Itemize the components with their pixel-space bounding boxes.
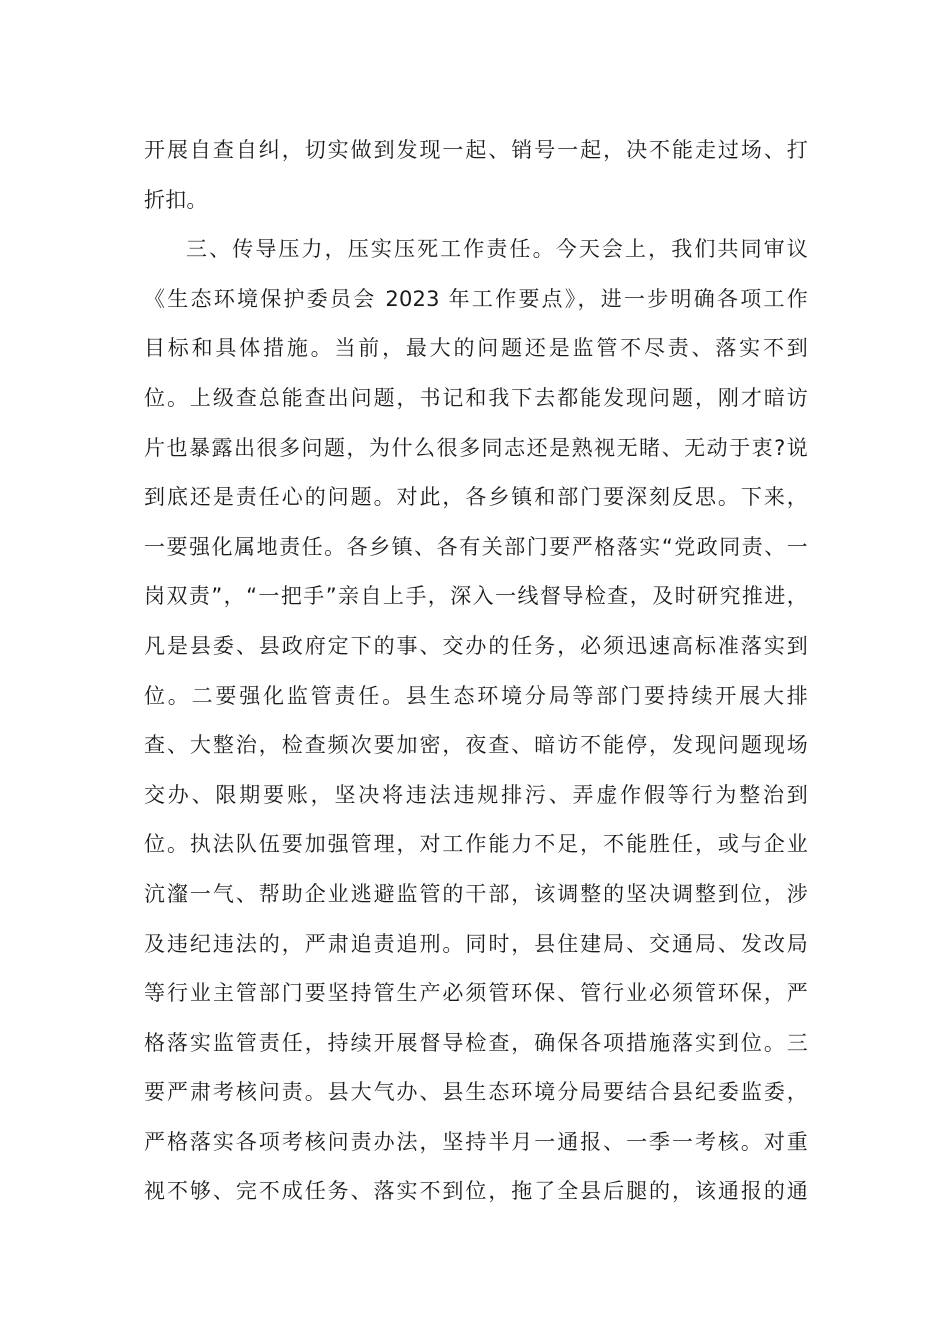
text-line: 格落实监管责任，持续开展督导检查，确保各项措施落实到位。三 [144,1030,808,1055]
text-line: 位。上级查总能查出问题，书记和我下去都能发现问题，刚才暗访 [144,385,808,410]
text-line: 一要强化属地责任。各乡镇、各有关部门要严格落实“党政同责、一 [144,534,808,559]
text-line: 《生态环境保护委员会 2023 年工作要点》，进一步明确各项工作 [144,286,808,311]
text-line: 位。执法队伍要加强管理，对工作能力不足，不能胜任，或与企业 [144,832,808,857]
text-line: 片也暴露出很多问题，为什么很多同志还是熟视无睹、无动于衷?说 [144,435,808,460]
text-line: 开展自查自纠，切实做到发现一起、销号一起，决不能走过场、打 [144,138,808,162]
text-line: 及违纪违法的，严肃追责追刑。同时，县住建局、交通局、发改局 [144,931,808,956]
text-line: 沆瀣一气、帮助企业逃避监管的干部，该调整的坚决调整到位，涉 [144,881,808,906]
paragraph-heading-line: 三、传导压力，压实压死工作责任。今天会上，我们共同审议 [186,237,808,262]
text-line: 凡是县委、县政府定下的事、交办的任务，必须迅速高标准落实到 [144,633,808,658]
text-line: 到底还是责任心的问题。对此，各乡镇和部门要深刻反思。下来， [144,485,808,510]
body-text [144,126,808,1217]
text-line: 查、大整治，检查频次要加密，夜查、暗访不能停，发现问题现场 [144,733,808,758]
text-line: 交办、限期要账，坚决将违法违规排污、弄虚作假等行为整治到 [144,782,808,807]
text-line: 岗双责”，“一把手”亲自上手，深入一线督导检查，及时研究推进， [144,584,808,609]
text-line: 折扣。 [144,187,208,212]
text-line: 要严肃考核问责。县大气办、县生态环境分局要结合县纪委监委， [144,1080,808,1105]
text-line: 位。二要强化监管责任。县生态环境分局等部门要持续开展大排 [144,683,808,708]
text-line: 目标和具体措施。当前，最大的问题还是监管不尽责、落实不到 [144,336,808,361]
text-line: 严格落实各项考核问责办法，坚持半月一通报、一季一考核。对重 [144,1129,808,1154]
text-line: 视不够、完不成任务、落实不到位，拖了全县后腿的，该通报的通 [144,1179,808,1204]
text-line: 等行业主管部门要坚持管生产必须管环保、管行业必须管环保，严 [144,981,808,1006]
